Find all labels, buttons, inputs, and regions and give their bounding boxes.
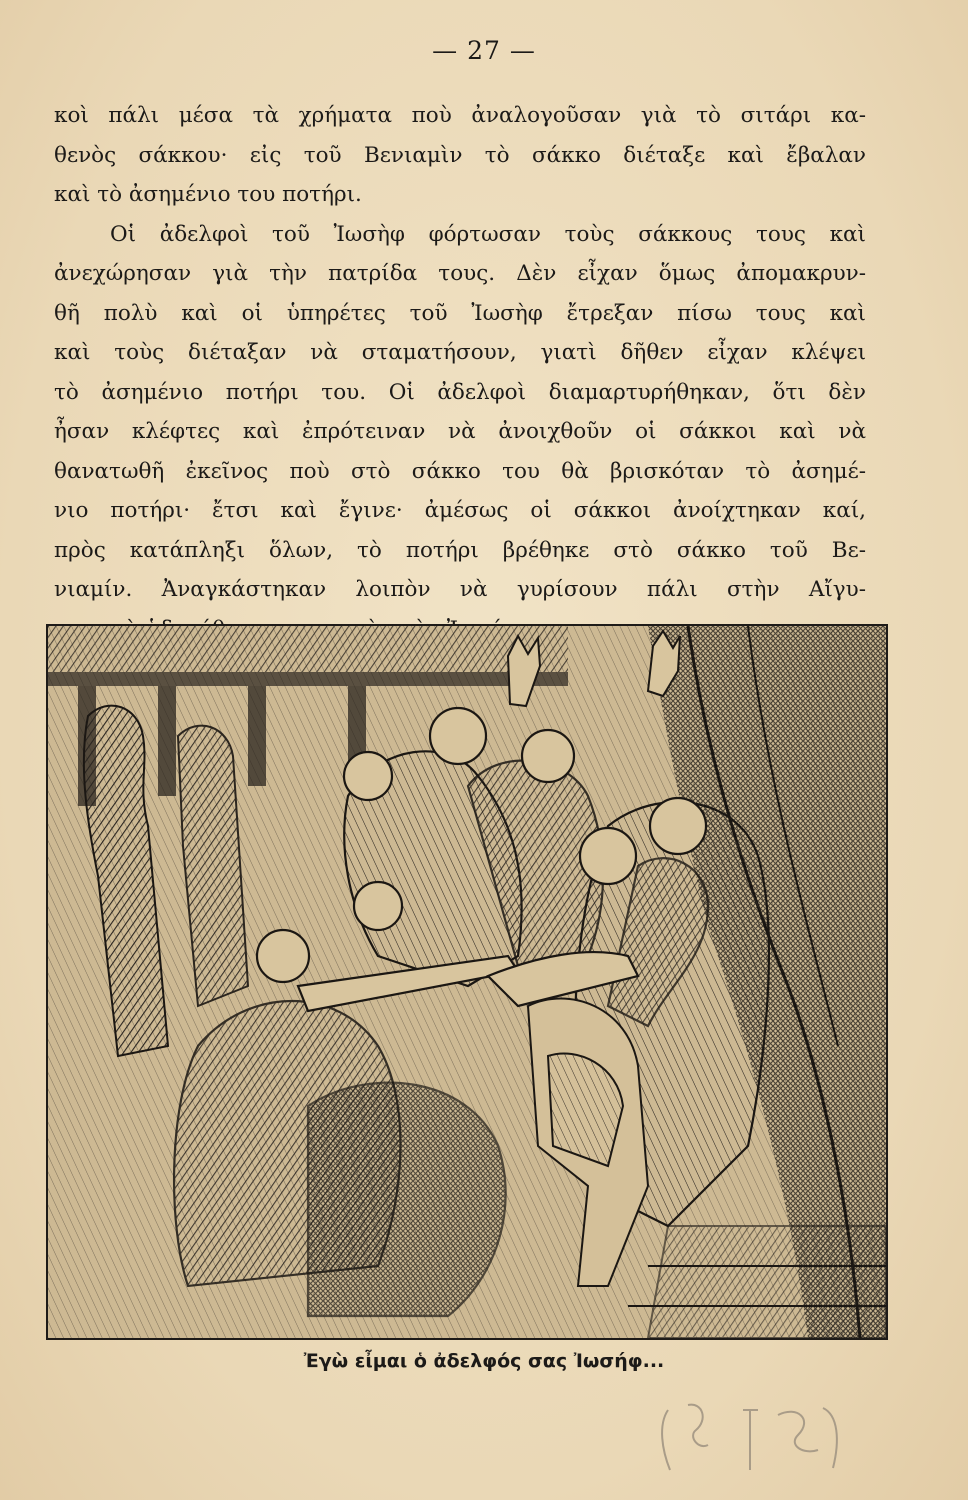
text-line: κοὶ πάλι μέσα τὰ χρήματα ποὺ ἀναλογοῦσαν γιὰ τὸ σιτάρι κα- xyxy=(54,103,866,128)
text-line: τὸ ἀσημένιο ποτήρι του. Οἱ ἀδελφοὶ διαμαρτυρήθηκαν, ὅτι δὲν xyxy=(54,379,866,405)
text-line: νιο ποτήρι· ἔτσι καὶ ἔγινε· ἀμέσως οἱ σάκκοι ἀνοίχτηκαν καί, xyxy=(54,498,866,523)
engraving-illustration xyxy=(46,624,888,1340)
text-line: ἦσαν κλέφτες καὶ ἐπρότειναν νὰ ἀνοιχθοῦν οἱ σάκκοι καὶ νὰ xyxy=(54,419,866,444)
text-line: καὶ τοὺς διέταξαν νὰ σταματήσουν, γιατὶ δῆθεν εἶχαν κλέψει xyxy=(54,340,866,365)
text-line: θῆ πολὺ καὶ οἱ ὑπηρέτες τοῦ Ἰωσὴφ ἔτρεξαν πίσω τους καὶ xyxy=(54,300,866,326)
page-number: — 27 — xyxy=(432,36,536,65)
body-text xyxy=(54,96,866,689)
engraving-artwork xyxy=(48,626,886,1338)
illustration-caption: Ἐγὼ εἶμαι ὁ ἀδελφός σας Ἰωσήφ... xyxy=(303,1350,665,1372)
text-line: πρὸς κατάπληξι ὅλων, τὸ ποτήρι βρέθηκε στὸ σάκκο τοῦ Βε- xyxy=(54,537,866,563)
text-line: καὶ τὸ ἀσημένιο του ποτήρι. xyxy=(54,182,362,207)
text-line: ἀνεχώρησαν γιὰ τὴν πατρίδα τους. Δὲν εἶχαν ὅμως ἀπομακρυν- xyxy=(54,261,866,286)
floor-steps xyxy=(628,1226,886,1338)
text-line: Οἱ ἀδελφοὶ τοῦ Ἰωσὴφ φόρτωσαν τοὺς σάκκους τους καὶ xyxy=(110,221,866,247)
text-line: θενὸς σάκκου· εἰς τοῦ Βενιαμὶν τὸ σάκκο διέταξε καὶ ἔβαλαν xyxy=(54,142,866,168)
pencil-annotation xyxy=(648,1390,858,1480)
colonnade-band xyxy=(48,626,568,672)
text-line: θανατωθῆ ἐκεῖνος ποὺ στὸ σάκκο του θὰ βρισκόταν τὸ ἀσημέ- xyxy=(54,458,866,484)
text-line: νιαμίν. Ἀναγκάστηκαν λοιπὸν νὰ γυρίσουν πάλι στὴν Αἴγυ- xyxy=(54,577,866,602)
